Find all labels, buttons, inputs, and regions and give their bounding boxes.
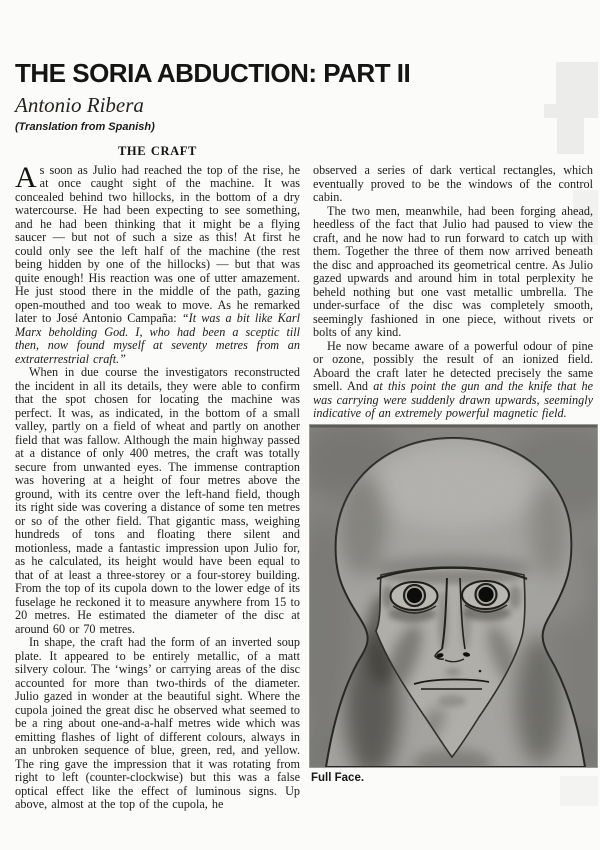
paragraph-text: He now became aware of a powerful odour of pine or ozone, possibly the result of an ionized field. Aboard the craft later he detected precisely the same smell. And [313, 338, 593, 393]
body-paragraph [313, 205, 593, 340]
paragraph-text: The two men, meanwhile, had been forging ahead, heedless of the fact that Julio had paused to view the craft, and he now had to run forward to catch up with them. Together the three of them now arrived beneath the disc and approached its geometrical centre. As Julio gazed upwards and around him in total perplexity he beheld nothing but one vast metallic umbrella. The under-surface of the disc was completely smooth, seemingly fashioned in one piece, without rivets or bolts of any kind. [313, 203, 593, 339]
section-heading: THE CRAFT [118, 144, 197, 158]
body-paragraph: In shape, the craft had the form of an inverted soup plate. It appeared to be entirely metallic, of a matt silvery colour. The ‘wings’ or carrying areas of the disc accounted for more than two-thirds of the diameter. Julio gazed in wonder at the beautiful sight. Where the cupola joined the great disc he observed what seemed to be a ring about one-and-a-half metres wide which was emitting flashes of light of different colours, always in an unbroken sequence of blue, green, red, and yellow. The ring gave the impression that it was rotating from right to left (counter-clockwise) but this was a false optical effect like the effect of luminous signs. Up above, almost at the top of the cupola, he [15, 635, 300, 811]
author-name: Antonio Ribera [15, 93, 144, 117]
body-paragraph: When in due course the investigators reconstructed the incident in all its details, they were able to confirm that the spot chosen for locating the machine was perfect. It was, as indicated, in the bottom of a small valley, partly on a field of wheat and partly on another field that was fallow. Although the main highway passed at a distance of only 400 metres, the craft was totally secure from unwanted eyes. The immense contraption was hovering at a height of four metres above the ground, with its centre over the left-hand field, though its right side was covering a distance of some ten metres or so of the other field. That gigantic mass, weighing hundreds of tons and floating there silent and motionless, made a fantastic impression upon Julio for, as he calculated, its height would have been equal to that of at least a three-storey or a four-storey building. From the top of its cupola down to the lower edge of its fuselage he reckoned it to measure anywhere from 15 to 20 metres. He estimated the diameter of the disc at around 60 or 70 metres. [15, 365, 300, 636]
bleed-through-artifact [560, 776, 598, 806]
right-column [313, 164, 593, 421]
drop-cap: A [15, 160, 37, 194]
quote-italic: “It was a bit like Karl Marx beholding God. I, who had been a sceptic till then, now found myself at seventy metres from an extraterrestrial craft.” [15, 311, 300, 366]
body-paragraph: observed a series of dark vertical rectangles, which eventually proved to be the windows of the control cabin. [313, 163, 593, 204]
paragraph-text: s soon as Julio had reached the top of the rise, he at once caught sight of the machine. It was concealed behind two hillocks, in the bottom of a dry watercourse. He had been expecting to see something, and he had been thinking that it might be a flying saucer — but not of such a size as this! At first he could only see the left half of the machine (the rest being hidden by one of the hillocks) — but that was quite enough! His reaction was one of utter amazement. He just stood there in the middle of the path, gazing open-mouthed and too weak to move. As he remarked later to José Antonio Campaña: [15, 162, 300, 325]
alien-face-drawing [310, 425, 597, 767]
bleed-through-artifact [557, 118, 584, 154]
translation-note: (Translation from Spanish) [15, 121, 155, 133]
left-column [15, 145, 300, 812]
page-title: THE SORIA ABDUCTION: PART II [15, 58, 411, 88]
emphasis-italic: at this point the gun and the knife that he was carrying were suddenly drawn upwards, seemingly indicative of an extremely powerful magnetic field. [313, 379, 593, 420]
body-paragraph [313, 340, 593, 421]
body-paragraph [15, 160, 300, 367]
alien-face-figure [309, 424, 598, 768]
figure-caption: Full Face. [311, 772, 365, 784]
bleed-through-artifact [544, 104, 598, 118]
